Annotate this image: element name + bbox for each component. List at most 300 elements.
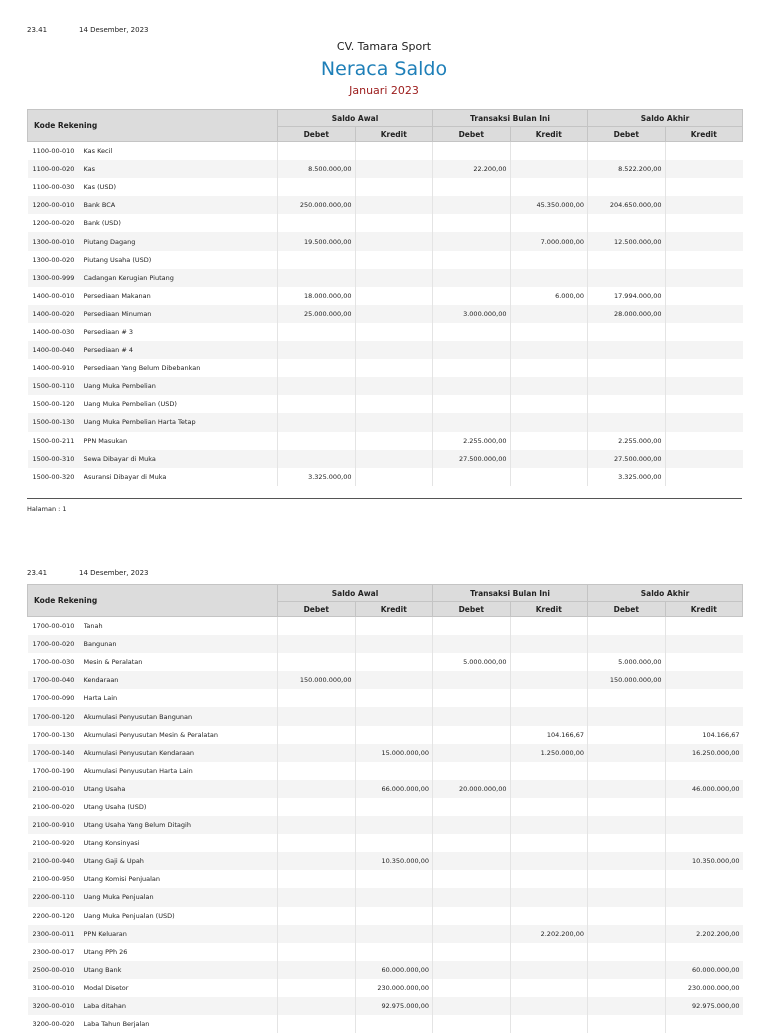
table-row <box>28 305 743 323</box>
saldo-akhir-debet <box>588 907 666 925</box>
account-code: 3100-00-010 <box>28 979 84 997</box>
saldo-akhir-kredit <box>665 762 743 780</box>
saldo-akhir-debet: 2.255.000,00 <box>588 432 666 450</box>
account-name: Utang Gaji & Upah <box>84 852 278 870</box>
saldo-akhir-kredit <box>665 359 743 377</box>
transaksi-kredit <box>510 707 588 725</box>
account-code: 1500-00-320 <box>28 468 84 486</box>
saldo-akhir-debet: 3.325.000,00 <box>588 468 666 486</box>
transaksi-debet <box>433 196 511 214</box>
transaksi-kredit <box>510 468 588 486</box>
table-row <box>28 726 743 744</box>
saldo-akhir-debet <box>588 707 666 725</box>
saldo-akhir-debet <box>588 888 666 906</box>
table-row <box>28 671 743 689</box>
transaksi-debet <box>433 979 511 997</box>
transaksi-kredit <box>510 214 588 232</box>
report-period: Januari 2023 <box>0 84 768 97</box>
table-row <box>28 997 743 1015</box>
transaksi-kredit <box>510 943 588 961</box>
transaksi-kredit <box>510 798 588 816</box>
account-code: 3200-00-020 <box>28 1015 84 1033</box>
saldo-akhir-debet <box>588 689 666 707</box>
account-name: Akumulasi Penyusutan Kendaraan <box>84 744 278 762</box>
account-code: 1500-00-211 <box>28 432 84 450</box>
account-code: 1100-00-010 <box>28 142 84 161</box>
saldo-awal-debet <box>278 323 356 341</box>
saldo-akhir-debet <box>588 413 666 431</box>
table-row <box>28 888 743 906</box>
account-name: Asuransi Dibayar di Muka <box>84 468 278 486</box>
account-name: Utang Usaha <box>84 780 278 798</box>
account-code: 1700-00-140 <box>28 744 84 762</box>
saldo-akhir-kredit: 10.350.000,00 <box>665 852 743 870</box>
transaksi-debet <box>433 178 511 196</box>
account-name: Akumulasi Penyusutan Mesin & Peralatan <box>84 726 278 744</box>
saldo-awal-debet <box>278 798 356 816</box>
account-name: Modal Disetor <box>84 979 278 997</box>
transaksi-kredit <box>510 979 588 997</box>
table-row <box>28 196 743 214</box>
saldo-awal-kredit: 92.975.000,00 <box>355 997 433 1015</box>
saldo-awal-debet <box>278 450 356 468</box>
saldo-akhir-kredit <box>665 432 743 450</box>
account-name: Piutang Usaha (USD) <box>84 251 278 269</box>
saldo-awal-debet: 3.325.000,00 <box>278 468 356 486</box>
saldo-akhir-debet <box>588 943 666 961</box>
saldo-awal-kredit: 10.350.000,00 <box>355 852 433 870</box>
saldo-awal-kredit <box>355 160 433 178</box>
saldo-akhir-debet: 150.000.000,00 <box>588 671 666 689</box>
saldo-awal-kredit <box>355 943 433 961</box>
saldo-akhir-kredit <box>665 287 743 305</box>
account-code: 1500-00-120 <box>28 395 84 413</box>
col-saldo-akhir-kredit: Kredit <box>665 127 743 142</box>
saldo-awal-debet <box>278 359 356 377</box>
transaksi-kredit: 7.000.000,00 <box>510 232 588 250</box>
saldo-awal-kredit <box>355 450 433 468</box>
saldo-akhir-debet <box>588 1015 666 1033</box>
table-row <box>28 160 743 178</box>
saldo-awal-debet: 19.500.000,00 <box>278 232 356 250</box>
table-row <box>28 979 743 997</box>
transaksi-debet <box>433 907 511 925</box>
saldo-akhir-debet <box>588 395 666 413</box>
table-row <box>28 395 743 413</box>
saldo-akhir-kredit <box>665 377 743 395</box>
saldo-akhir-debet <box>588 744 666 762</box>
saldo-awal-debet <box>278 142 356 161</box>
transaksi-debet: 22.200,00 <box>433 160 511 178</box>
account-code: 2100-00-920 <box>28 834 84 852</box>
account-name: Laba Tahun Berjalan <box>84 1015 278 1033</box>
account-code: 1100-00-020 <box>28 160 84 178</box>
transaksi-kredit <box>510 142 588 161</box>
table-row <box>28 780 743 798</box>
transaksi-debet <box>433 707 511 725</box>
transaksi-kredit <box>510 635 588 653</box>
saldo-akhir-debet <box>588 269 666 287</box>
transaksi-kredit <box>510 834 588 852</box>
account-name: Kas <box>84 160 278 178</box>
saldo-akhir-kredit <box>665 707 743 725</box>
col-transaksi: Transaksi Bulan Ini <box>433 585 588 602</box>
transaksi-debet: 2.255.000,00 <box>433 432 511 450</box>
account-code: 1700-00-090 <box>28 689 84 707</box>
transaksi-kredit <box>510 450 588 468</box>
print-time: 23.41 <box>27 26 47 34</box>
account-code: 2100-00-950 <box>28 870 84 888</box>
saldo-awal-kredit <box>355 888 433 906</box>
saldo-akhir-debet <box>588 979 666 997</box>
transaksi-kredit <box>510 305 588 323</box>
saldo-akhir-kredit <box>665 798 743 816</box>
transaksi-debet <box>433 617 511 636</box>
saldo-akhir-kredit <box>665 214 743 232</box>
saldo-awal-debet <box>278 341 356 359</box>
account-name: PPN Masukan <box>84 432 278 450</box>
saldo-awal-debet <box>278 395 356 413</box>
saldo-akhir-debet <box>588 359 666 377</box>
saldo-awal-kredit <box>355 413 433 431</box>
table-row <box>28 689 743 707</box>
transaksi-kredit <box>510 413 588 431</box>
table-row <box>28 907 743 925</box>
saldo-awal-kredit <box>355 359 433 377</box>
account-code: 1300-00-010 <box>28 232 84 250</box>
saldo-akhir-kredit: 60.000.000,00 <box>665 961 743 979</box>
account-name: Persediaan Minuman <box>84 305 278 323</box>
saldo-akhir-debet: 8.522.200,00 <box>588 160 666 178</box>
saldo-akhir-debet: 12.500.000,00 <box>588 232 666 250</box>
account-code: 1400-00-910 <box>28 359 84 377</box>
col-saldo-awal-debet: Debet <box>278 602 356 617</box>
saldo-awal-kredit: 60.000.000,00 <box>355 961 433 979</box>
account-name: Akumulasi Penyusutan Bangunan <box>84 707 278 725</box>
table-row <box>28 635 743 653</box>
saldo-awal-kredit <box>355 870 433 888</box>
saldo-awal-debet <box>278 214 356 232</box>
saldo-akhir-kredit: 2.202.200,00 <box>665 925 743 943</box>
table-body-page-1 <box>28 142 743 486</box>
col-saldo-akhir: Saldo Akhir <box>588 110 743 127</box>
saldo-awal-kredit <box>355 653 433 671</box>
account-name: Uang Muka Pembelian <box>84 377 278 395</box>
table-row <box>28 961 743 979</box>
transaksi-kredit <box>510 653 588 671</box>
transaksi-kredit <box>510 671 588 689</box>
saldo-akhir-kredit <box>665 323 743 341</box>
transaksi-debet <box>433 413 511 431</box>
saldo-akhir-kredit: 46.000.000,00 <box>665 780 743 798</box>
print-datetime <box>27 26 47 34</box>
print-time: 23.41 <box>27 569 47 577</box>
saldo-akhir-debet: 5.000.000,00 <box>588 653 666 671</box>
transaksi-kredit <box>510 870 588 888</box>
saldo-awal-kredit <box>355 232 433 250</box>
account-name: Harta Lain <box>84 689 278 707</box>
transaksi-kredit <box>510 961 588 979</box>
saldo-awal-kredit <box>355 762 433 780</box>
saldo-akhir-debet <box>588 925 666 943</box>
transaksi-debet <box>433 395 511 413</box>
account-code: 1400-00-010 <box>28 287 84 305</box>
table-row <box>28 653 743 671</box>
transaksi-kredit <box>510 1015 588 1033</box>
saldo-akhir-kredit <box>665 160 743 178</box>
account-code: 1400-00-030 <box>28 323 84 341</box>
saldo-akhir-kredit: 104.166,67 <box>665 726 743 744</box>
col-saldo-akhir-kredit: Kredit <box>665 602 743 617</box>
saldo-akhir-kredit <box>665 305 743 323</box>
col-saldo-akhir-debet: Debet <box>588 127 666 142</box>
saldo-awal-kredit <box>355 305 433 323</box>
transaksi-debet <box>433 925 511 943</box>
col-saldo-akhir-debet: Debet <box>588 602 666 617</box>
transaksi-debet <box>433 359 511 377</box>
table-row <box>28 870 743 888</box>
saldo-akhir-kredit <box>665 943 743 961</box>
saldo-awal-debet: 25.000.000,00 <box>278 305 356 323</box>
account-name: Utang PPh 26 <box>84 943 278 961</box>
saldo-akhir-kredit <box>665 413 743 431</box>
saldo-awal-kredit: 66.000.000,00 <box>355 780 433 798</box>
saldo-awal-kredit <box>355 178 433 196</box>
transaksi-kredit <box>510 377 588 395</box>
transaksi-kredit: 2.202.200,00 <box>510 925 588 943</box>
saldo-awal-kredit <box>355 377 433 395</box>
account-name: Utang Bank <box>84 961 278 979</box>
account-code: 1200-00-010 <box>28 196 84 214</box>
saldo-awal-debet <box>278 744 356 762</box>
col-saldo-awal-kredit: Kredit <box>355 127 433 142</box>
saldo-awal-debet <box>278 617 356 636</box>
saldo-awal-kredit <box>355 142 433 161</box>
account-code: 3200-00-010 <box>28 997 84 1015</box>
account-name: Uang Muka Penjualan (USD) <box>84 907 278 925</box>
saldo-akhir-kredit <box>665 671 743 689</box>
transaksi-debet <box>433 377 511 395</box>
saldo-akhir-debet <box>588 635 666 653</box>
account-name: Uang Muka Pembelian (USD) <box>84 395 278 413</box>
account-code: 1400-00-020 <box>28 305 84 323</box>
saldo-awal-debet <box>278 726 356 744</box>
transaksi-kredit: 45.350.000,00 <box>510 196 588 214</box>
transaksi-kredit <box>510 907 588 925</box>
table-row <box>28 943 743 961</box>
account-name: Tanah <box>84 617 278 636</box>
transaksi-debet <box>433 888 511 906</box>
table-row <box>28 834 743 852</box>
saldo-akhir-kredit <box>665 269 743 287</box>
account-code: 1700-00-130 <box>28 726 84 744</box>
saldo-akhir-kredit <box>665 888 743 906</box>
transaksi-debet <box>433 762 511 780</box>
col-transaksi-debet: Debet <box>433 602 511 617</box>
account-name: Kendaraan <box>84 671 278 689</box>
account-code: 1500-00-130 <box>28 413 84 431</box>
table-row <box>28 432 743 450</box>
saldo-akhir-kredit <box>665 395 743 413</box>
transaksi-kredit <box>510 780 588 798</box>
saldo-awal-kredit <box>355 834 433 852</box>
saldo-awal-debet: 8.500.000,00 <box>278 160 356 178</box>
account-code: 1700-00-010 <box>28 617 84 636</box>
saldo-akhir-kredit <box>665 450 743 468</box>
saldo-akhir-kredit <box>665 1015 743 1033</box>
transaksi-kredit <box>510 816 588 834</box>
report-title: Neraca Saldo <box>0 58 768 80</box>
transaksi-debet: 27.500.000,00 <box>433 450 511 468</box>
saldo-akhir-kredit: 16.250.000,00 <box>665 744 743 762</box>
account-name: Mesin & Peralatan <box>84 653 278 671</box>
account-code: 1700-00-030 <box>28 653 84 671</box>
saldo-akhir-kredit <box>665 834 743 852</box>
transaksi-debet <box>433 798 511 816</box>
saldo-awal-kredit <box>355 671 433 689</box>
saldo-awal-debet <box>278 979 356 997</box>
table-row <box>28 413 743 431</box>
account-code: 1300-00-999 <box>28 269 84 287</box>
account-code: 2100-00-910 <box>28 816 84 834</box>
table-row <box>28 816 743 834</box>
account-name: PPN Keluaran <box>84 925 278 943</box>
account-name: Sewa Dibayar di Muka <box>84 450 278 468</box>
saldo-awal-kredit <box>355 251 433 269</box>
saldo-awal-kredit <box>355 196 433 214</box>
account-code: 2500-00-010 <box>28 961 84 979</box>
transaksi-debet: 5.000.000,00 <box>433 653 511 671</box>
account-code: 1500-00-310 <box>28 450 84 468</box>
table-row <box>28 359 743 377</box>
saldo-awal-kredit <box>355 925 433 943</box>
account-code: 2300-00-017 <box>28 943 84 961</box>
col-kode-rekening: Kode Rekening <box>28 110 278 142</box>
saldo-awal-debet <box>278 780 356 798</box>
account-code: 1100-00-030 <box>28 178 84 196</box>
transaksi-debet <box>433 671 511 689</box>
saldo-awal-kredit <box>355 1015 433 1033</box>
saldo-awal-kredit <box>355 214 433 232</box>
saldo-awal-kredit <box>355 726 433 744</box>
saldo-akhir-kredit <box>665 635 743 653</box>
account-code: 2200-00-120 <box>28 907 84 925</box>
transaksi-debet <box>433 468 511 486</box>
saldo-awal-debet <box>278 377 356 395</box>
transaksi-kredit <box>510 997 588 1015</box>
transaksi-kredit <box>510 178 588 196</box>
saldo-awal-debet: 250.000.000,00 <box>278 196 356 214</box>
saldo-akhir-debet: 17.994.000,00 <box>588 287 666 305</box>
table-row <box>28 450 743 468</box>
transaksi-debet <box>433 726 511 744</box>
col-saldo-awal-debet: Debet <box>278 127 356 142</box>
saldo-akhir-kredit <box>665 468 743 486</box>
saldo-awal-debet <box>278 413 356 431</box>
transaksi-debet <box>433 834 511 852</box>
transaksi-debet: 20.000.000,00 <box>433 780 511 798</box>
saldo-awal-debet <box>278 925 356 943</box>
account-code: 2100-00-010 <box>28 780 84 798</box>
transaksi-debet <box>433 287 511 305</box>
saldo-awal-debet <box>278 816 356 834</box>
transaksi-debet <box>433 232 511 250</box>
transaksi-kredit <box>510 323 588 341</box>
saldo-awal-debet <box>278 653 356 671</box>
transaksi-debet <box>433 269 511 287</box>
account-name: Kas Kecil <box>84 142 278 161</box>
col-saldo-awal: Saldo Awal <box>278 585 433 602</box>
saldo-akhir-kredit <box>665 617 743 636</box>
table-row <box>28 323 743 341</box>
transaksi-kredit <box>510 617 588 636</box>
saldo-akhir-debet <box>588 870 666 888</box>
saldo-akhir-debet <box>588 961 666 979</box>
col-kode-rekening: Kode Rekening <box>28 585 278 617</box>
saldo-awal-kredit <box>355 468 433 486</box>
table-row <box>28 468 743 486</box>
saldo-akhir-debet <box>588 798 666 816</box>
account-name: Bank (USD) <box>84 214 278 232</box>
saldo-akhir-debet <box>588 726 666 744</box>
account-code: 2100-00-020 <box>28 798 84 816</box>
saldo-awal-kredit <box>355 689 433 707</box>
transaksi-kredit <box>510 160 588 178</box>
table-row <box>28 178 743 196</box>
table-row <box>28 762 743 780</box>
saldo-akhir-debet <box>588 214 666 232</box>
saldo-awal-kredit: 15.000.000,00 <box>355 744 433 762</box>
saldo-awal-debet <box>278 762 356 780</box>
transaksi-debet <box>433 1015 511 1033</box>
transaksi-debet <box>433 961 511 979</box>
transaksi-kredit <box>510 251 588 269</box>
account-name: Bangunan <box>84 635 278 653</box>
saldo-awal-kredit: 230.000.000,00 <box>355 979 433 997</box>
saldo-akhir-debet <box>588 377 666 395</box>
transaksi-debet <box>433 251 511 269</box>
saldo-awal-kredit <box>355 798 433 816</box>
saldo-awal-debet <box>278 943 356 961</box>
saldo-akhir-debet <box>588 341 666 359</box>
saldo-akhir-debet <box>588 178 666 196</box>
account-code: 1700-00-040 <box>28 671 84 689</box>
transaksi-kredit: 104.166,67 <box>510 726 588 744</box>
transaksi-kredit <box>510 689 588 707</box>
col-transaksi-kredit: Kredit <box>510 602 588 617</box>
saldo-akhir-debet <box>588 762 666 780</box>
saldo-akhir-kredit <box>665 142 743 161</box>
table-row <box>28 251 743 269</box>
transaksi-debet <box>433 997 511 1015</box>
table-row <box>28 1015 743 1033</box>
saldo-akhir-debet: 204.650.000,00 <box>588 196 666 214</box>
saldo-akhir-kredit <box>665 689 743 707</box>
saldo-awal-kredit <box>355 816 433 834</box>
table-row <box>28 287 743 305</box>
transaksi-debet <box>433 142 511 161</box>
footer-divider <box>27 498 742 499</box>
saldo-akhir-kredit <box>665 907 743 925</box>
print-date: 14 Desember, 2023 <box>79 26 149 34</box>
saldo-akhir-kredit <box>665 251 743 269</box>
transaksi-debet <box>433 744 511 762</box>
table-row <box>28 852 743 870</box>
saldo-awal-debet <box>278 907 356 925</box>
saldo-awal-debet <box>278 888 356 906</box>
print-datetime-page-2 <box>27 569 47 577</box>
transaksi-kredit: 6.000,00 <box>510 287 588 305</box>
